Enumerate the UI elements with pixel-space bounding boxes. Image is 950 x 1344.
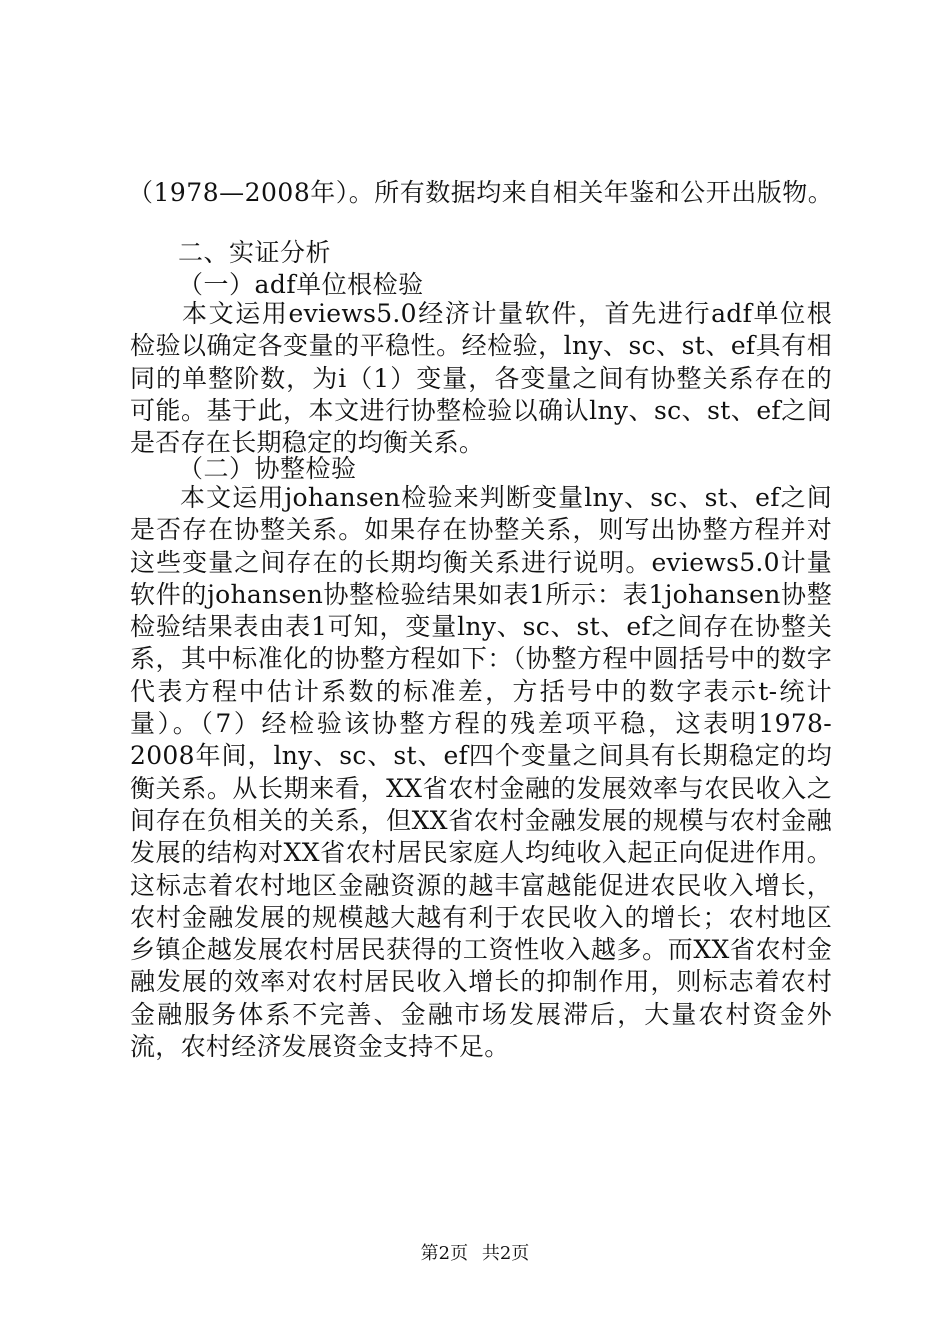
page-footer — [0, 1242, 950, 1266]
cointegration-paragraph: 本文运用johansen检验来判断变量lny、sc、st、ef之间是否存在协整关系。如果存在协整关系，则写出协整方程并对这些变量之间存在的长期均衡关系进行说明。eviews5.0计量软件的johansen协整检验结果如表1所示：表1johansen协整检验结果表由表1可知，变量lny、sc、st、ef之间存在协整关系，其中标准化的协整方程如下：（协整方程中圆括号中的数字代表方程中估计系数的标准差，方括号中的数字表示t-统计量）。（7）经检验该协整方程的残差项平稳，这表明1978-2008年间，lny、sc、st、ef四个变量之间具有长期稳定的均衡关系。从长期来看，XX省农村金融的发展效率与农民收入之间存在负相关的关系，但XX省农村金融发展的规模与农村金融发展的结构对XX省农村居民家庭人均纯收入起正向促进作用。这标志着农村地区金融资源的越丰富越能促进农民收入增长，农村金融发展的规模越大越有利于农民收入的增长；农村地区乡镇企越发展农村居民获得的工资性收入越多。而XX省农村金融发展的效率对农村居民收入增长的抑制作用，则标志着农村金融服务体系不完善、金融市场发展滞后，大量农村资金外流，农村经济发展资金支持不足。 — [130, 483, 832, 1062]
adf-test-paragraph: 本文运用eviews5.0经济计量软件，首先进行adf单位根检验以确定各变量的平稳性。经检验，lny、sc、st、ef具有相同的单整阶数，为i（1）变量，各变量之间有协整关系存在的可能。基于此，本文进行协整检验以确认lny、sc、st、ef之间是否存在长期稳定的均衡关系。 — [130, 299, 832, 458]
page-total: 共2页 — [481, 1243, 530, 1264]
subsection-heading-adf: （一）adf单位根检验 — [178, 270, 424, 299]
continuation-line: （1978—2008年）。所有数据均来自相关年鉴和公开出版物。 — [128, 178, 834, 207]
subsection-heading-cointegration: （二）协整检验 — [178, 454, 357, 483]
page-number: 第2页 — [420, 1243, 469, 1264]
section-heading: 二、实证分析 — [178, 238, 332, 267]
